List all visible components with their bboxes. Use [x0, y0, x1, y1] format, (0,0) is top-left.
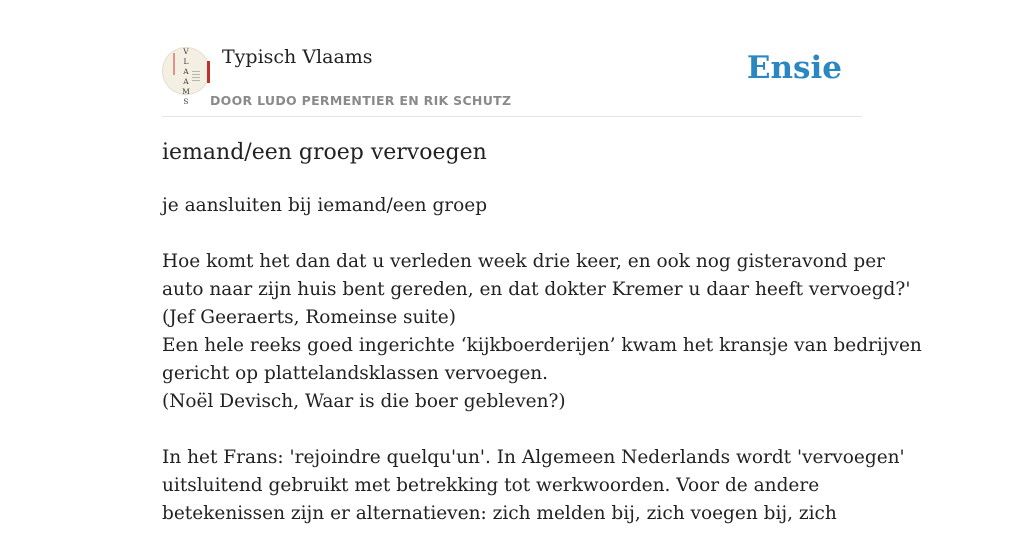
- cover-letter: V: [183, 47, 189, 56]
- note-line: uitsluitend gebruikt met betrekking tot werkwoorden. Voor de andere: [162, 475, 820, 496]
- entry-note: [162, 444, 905, 528]
- cover-letter: M: [182, 87, 190, 96]
- example-line: Een hele reeks goed ingerichte ‘kijkboerderijen’ kwam het kransje van bedrijven: [162, 335, 922, 356]
- cover-letter: L: [183, 57, 189, 66]
- example-source: (Jef Geeraerts, Romeinse suite): [162, 307, 456, 328]
- header: [162, 0, 862, 117]
- book-cover-image[interactable]: [162, 47, 210, 106]
- cover-red-bar: [207, 61, 210, 83]
- book-authors: DOOR LUDO PERMENTIER EN RIK SCHUTZ: [210, 93, 512, 108]
- entry-examples: [162, 248, 922, 416]
- cover-text-lines: [192, 71, 200, 83]
- entry-title: iemand/een groep vervoegen: [162, 140, 487, 165]
- page: [162, 0, 922, 524]
- example-line: Hoe komt het dan dat u verleden week drie keer, en ook nog gisteravond per: [162, 251, 886, 272]
- cover-letter: A: [183, 77, 189, 86]
- example-line: auto naar zijn huis bent gereden, en dat dokter Kremer u daar heeft vervoegd?': [162, 279, 911, 300]
- cover-letter: A: [183, 67, 189, 76]
- cover-letter: S: [183, 97, 189, 106]
- example-line: gericht op plattelandsklassen vervoegen.: [162, 363, 549, 384]
- book-title-link[interactable]: Typisch Vlaams: [222, 46, 373, 68]
- definition-text: je aansluiten bij iemand/een groep: [162, 195, 488, 216]
- note-line: betekenissen zijn er alternatieven: zich melden bij, zich voegen bij, zich: [162, 503, 837, 524]
- entry-body: [162, 192, 922, 556]
- cover-side-stripe: [173, 53, 175, 75]
- ensie-logo-link[interactable]: Ensie: [746, 50, 842, 86]
- example-source: (Noël Devisch, Waar is die boer gebleven?): [162, 391, 566, 412]
- entry-definition: [162, 192, 862, 220]
- note-line: In het Frans: 'rejoindre quelqu'un'. In Algemeen Nederlands wordt 'vervoegen': [162, 447, 905, 468]
